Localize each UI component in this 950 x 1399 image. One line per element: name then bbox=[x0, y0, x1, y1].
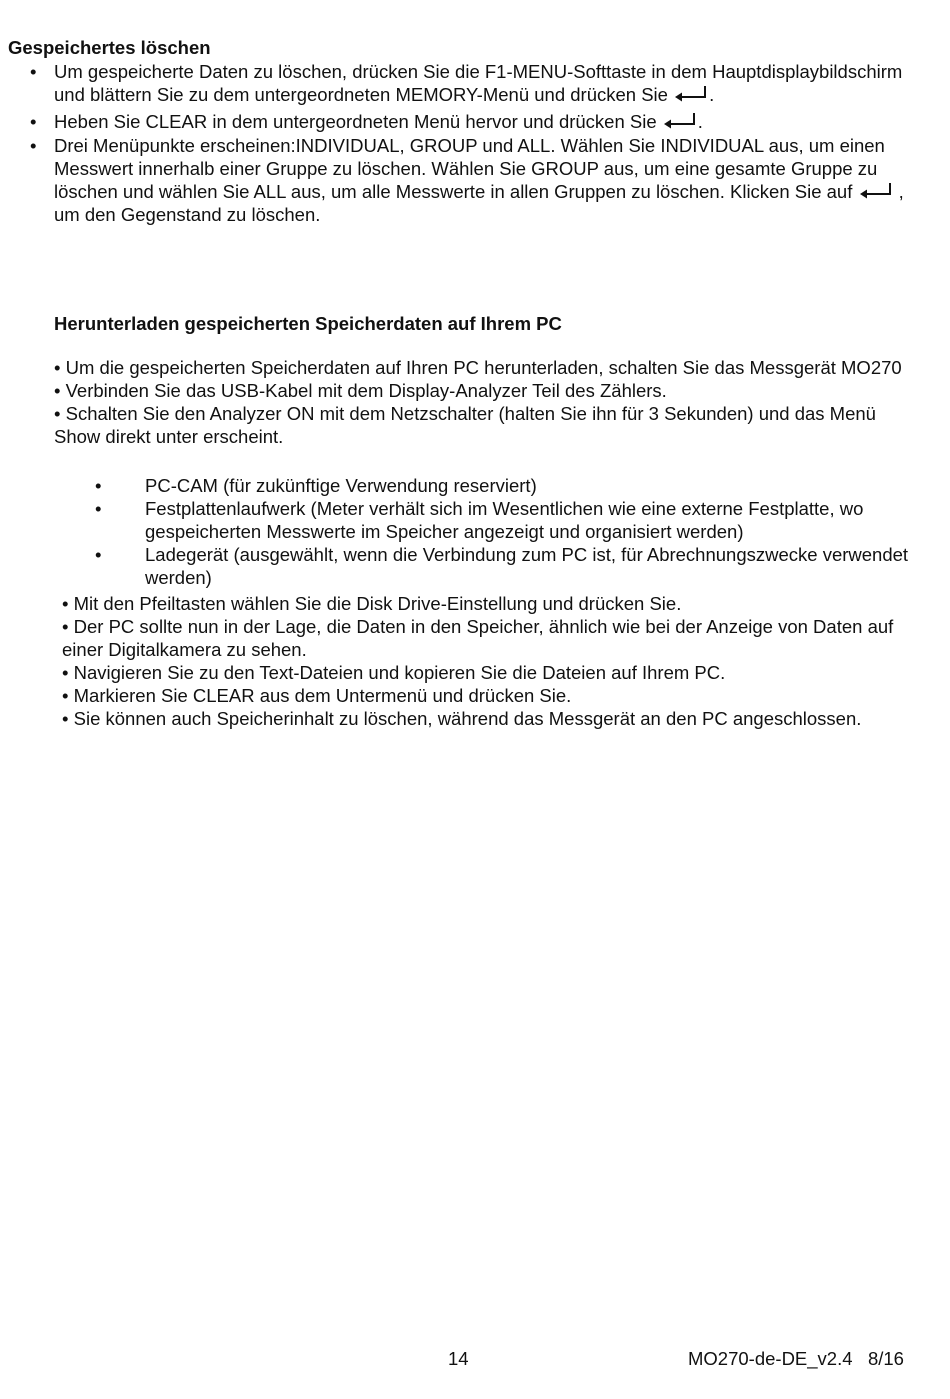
download-steps bbox=[62, 592, 922, 730]
section-heading-download: Herunterladen gespeicherten Speicherdaten auf Ihrem PC bbox=[54, 313, 562, 334]
delete-step-text: Heben Sie CLEAR in dem untergeordneten Menü hervor und drücken Sie bbox=[54, 111, 662, 132]
delete-steps-list bbox=[30, 60, 930, 226]
download-intro bbox=[54, 356, 924, 448]
menu-option bbox=[95, 497, 915, 543]
bullet-icon: • bbox=[95, 544, 102, 565]
section-heading-delete: Gespeichertes löschen bbox=[8, 37, 211, 58]
delete-step bbox=[30, 110, 930, 133]
step-line: • Der PC sollte nun in der Lage, die Daten in den Speicher, ähnlich wie bei der Anzeige von Daten auf einer Digitalkamera zu sehen. bbox=[62, 616, 894, 660]
enter-key-icon bbox=[674, 84, 708, 104]
intro-line: • Um die gespeicherten Speicherdaten auf Ihren PC herunterladen, schalten Sie das Messgerät MO270 bbox=[54, 357, 902, 378]
document-id: MO270-de-DE_v2.4 8/16 bbox=[688, 1348, 904, 1369]
intro-line: • Schalten Sie den Analyzer ON mit dem Netzschalter (halten Sie ihn für 3 Sekunden) und das Menü Show direkt unter erscheint. bbox=[54, 403, 876, 447]
step-line: • Navigieren Sie zu den Text-Dateien und kopieren Sie die Dateien auf Ihrem PC. bbox=[62, 662, 726, 683]
delete-step-text-end: , um den Gegenstand zu löschen. bbox=[54, 181, 904, 225]
delete-step bbox=[30, 134, 930, 226]
delete-step bbox=[30, 60, 930, 106]
delete-step-text-end: . bbox=[709, 84, 715, 105]
enter-key-icon bbox=[663, 111, 697, 131]
intro-line: • Verbinden Sie das USB-Kabel mit dem Display-Analyzer Teil des Zählers. bbox=[54, 380, 667, 401]
step-line: • Markieren Sie CLEAR aus dem Untermenü und drücken Sie. bbox=[62, 685, 572, 706]
menu-option bbox=[95, 543, 915, 589]
bullet-icon: • bbox=[30, 111, 37, 132]
bullet-icon: • bbox=[30, 61, 37, 82]
menu-option-text: Ladegerät (ausgewählt, wenn die Verbindung zum PC ist, für Abrechnungszwecke verwendet werden) bbox=[145, 544, 909, 588]
menu-option bbox=[95, 474, 915, 497]
page-number: 14 bbox=[448, 1348, 469, 1369]
menu-options-list bbox=[95, 474, 915, 589]
bullet-icon: • bbox=[95, 475, 102, 496]
bullet-icon: • bbox=[95, 498, 102, 519]
enter-key-icon bbox=[859, 181, 893, 201]
menu-option-text: Festplattenlaufwerk (Meter verhält sich im Wesentlichen wie eine externe Festplatte, wo gespeicherten Messwerte im Speicher angezeigt und organisiert werden) bbox=[145, 498, 864, 542]
menu-option-text: PC-CAM (für zukünftige Verwendung reserviert) bbox=[145, 475, 537, 496]
delete-step-text: Um gespeicherte Daten zu löschen, drücken Sie die F1-MENU-Softtaste in dem Hauptdisplaybildschirm und blättern Sie zu dem untergeordneten MEMORY-Menü und drücken Sie bbox=[54, 61, 903, 105]
delete-step-text-end: . bbox=[697, 111, 703, 132]
step-line: • Mit den Pfeiltasten wählen Sie die Disk Drive-Einstellung und drücken Sie. bbox=[62, 593, 682, 614]
step-line: • Sie können auch Speicherinhalt zu löschen, während das Messgerät an den PC angeschlossen. bbox=[62, 708, 862, 729]
delete-step-text: Drei Menüpunkte erscheinen:INDIVIDUAL, GROUP und ALL. Wählen Sie INDIVIDUAL aus, um einen Messwert innerhalb einer Gruppe zu löschen. Wählen Sie GROUP aus, um eine gesamte Gruppe zu löschen und wählen Sie ALL aus, um alle Messwerte in allen Gruppen zu löschen. Klicken Sie auf bbox=[54, 135, 885, 202]
bullet-icon: • bbox=[30, 135, 37, 156]
